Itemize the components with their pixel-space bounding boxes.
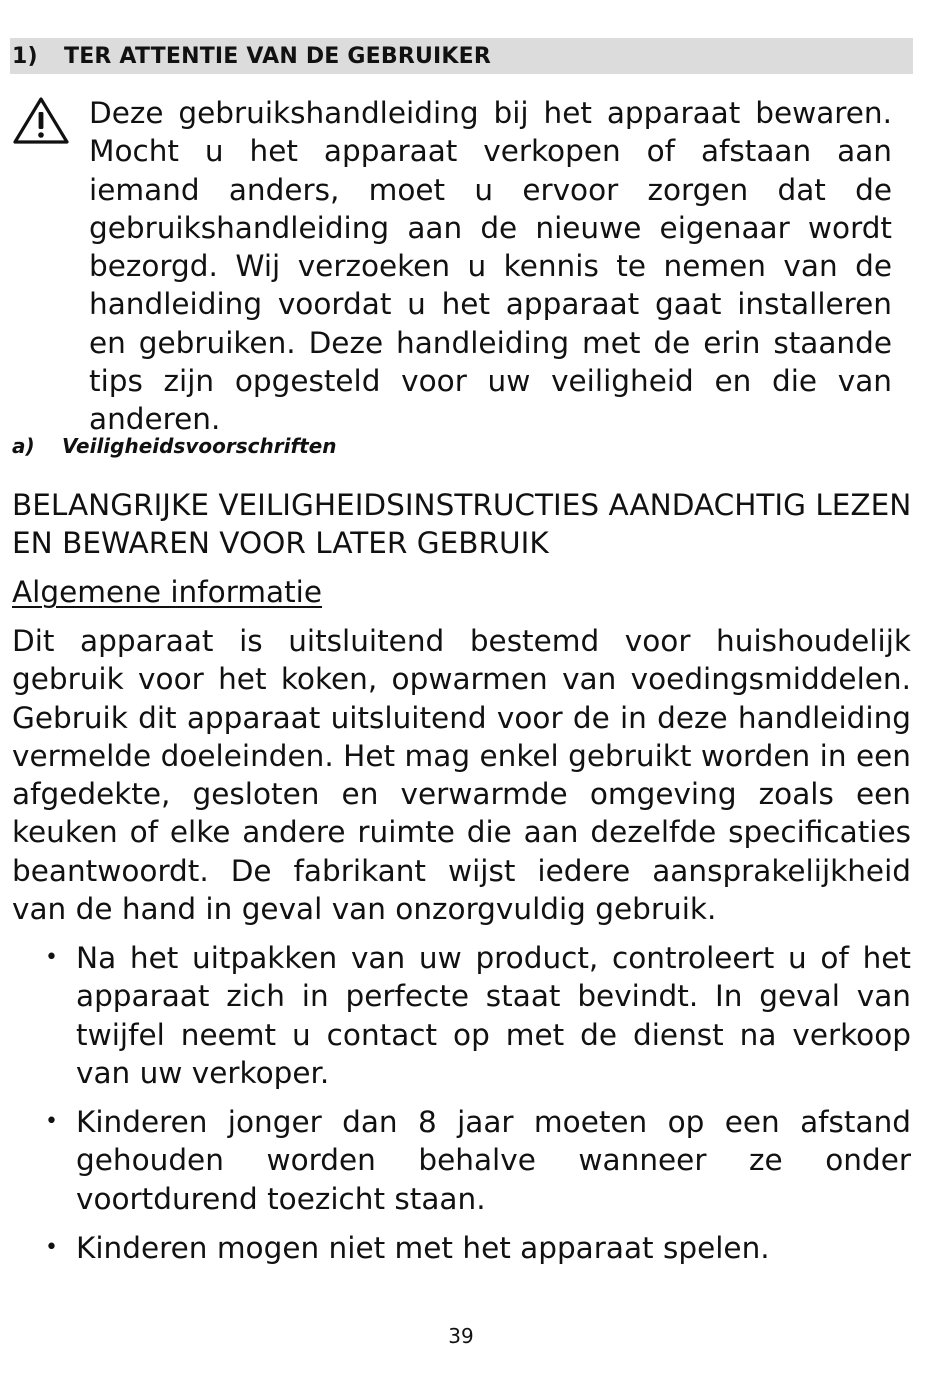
- safety-bullet-list: [12, 939, 911, 1278]
- list-item: [12, 939, 911, 1092]
- section-number: 1): [12, 43, 38, 69]
- bullet-icon: •: [45, 1109, 58, 1135]
- warning-text: Deze gebruikshandleiding bij het apparaat bewaren. Mocht u het apparaat verkopen of afstaan aan iemand anders, moet u ervoor zorgen dat de gebruikshandleiding aan de nieuwe eigenaar wordt bezorgd. Wij verzoeken u kennis te nemen van de handleiding voordat u het apparaat gaat installeren en gebruiken. Deze handleiding met de erin staande tips zijn opgesteld voor uw veiligheid en die van anderen.: [89, 96, 892, 437]
- list-item-text: Kinderen jonger dan 8 jaar moeten op een afstand gehouden worden behalve wanneer ze onder voortdurend toezicht staan.: [76, 1105, 911, 1216]
- important-notice: BELANGRIJKE VEILIGHEIDSINSTRUCTIES AANDACHTIG LEZEN EN BEWAREN VOOR LATER GEBRUIK: [12, 488, 912, 561]
- list-item: [12, 1103, 911, 1218]
- subsection-title: Veiligheidsvoorschriften: [62, 434, 337, 458]
- list-item: [12, 1229, 911, 1267]
- bullet-icon: •: [45, 945, 58, 970]
- general-info-paragraph: Dit apparaat is uitsluitend bestemd voor huishoudelijk gebruik voor het koken, opwarmen van voedingsmiddelen. Gebruik dit apparaat uitsluitend voor de in deze handleiding vermelde doeleinden. Het mag enkel gebruikt worden in een afgedekte, gesloten en verwarmde omgeving zoals een keuken of elke andere ruimte die aan dezelfde specificaties beantwoordt. De fabrikant wijst iedere aansprakelijkheid van de hand in geval van onzorgvuldig gebruik.: [12, 624, 911, 927]
- bullet-icon: •: [45, 1235, 58, 1261]
- section-header: [10, 38, 913, 74]
- list-item-text: Kinderen mogen niet met het apparaat spelen.: [76, 1231, 770, 1266]
- subsection-letter: a): [12, 434, 35, 458]
- section-title: TER ATTENTIE VAN DE GEBRUIKER: [64, 43, 492, 69]
- general-info-heading: Algemene informatie: [12, 575, 323, 609]
- subsection-heading: [12, 434, 337, 458]
- page-number: 39: [448, 1324, 474, 1348]
- warning-triangle-icon: [12, 96, 70, 146]
- list-item-text: Na het uitpakken van uw product, controleert u of het apparaat zich in perfecte staat bevindt. In geval van twijfel neemt u contact op met de dienst na verkoop van uw verkoper.: [76, 941, 911, 1090]
